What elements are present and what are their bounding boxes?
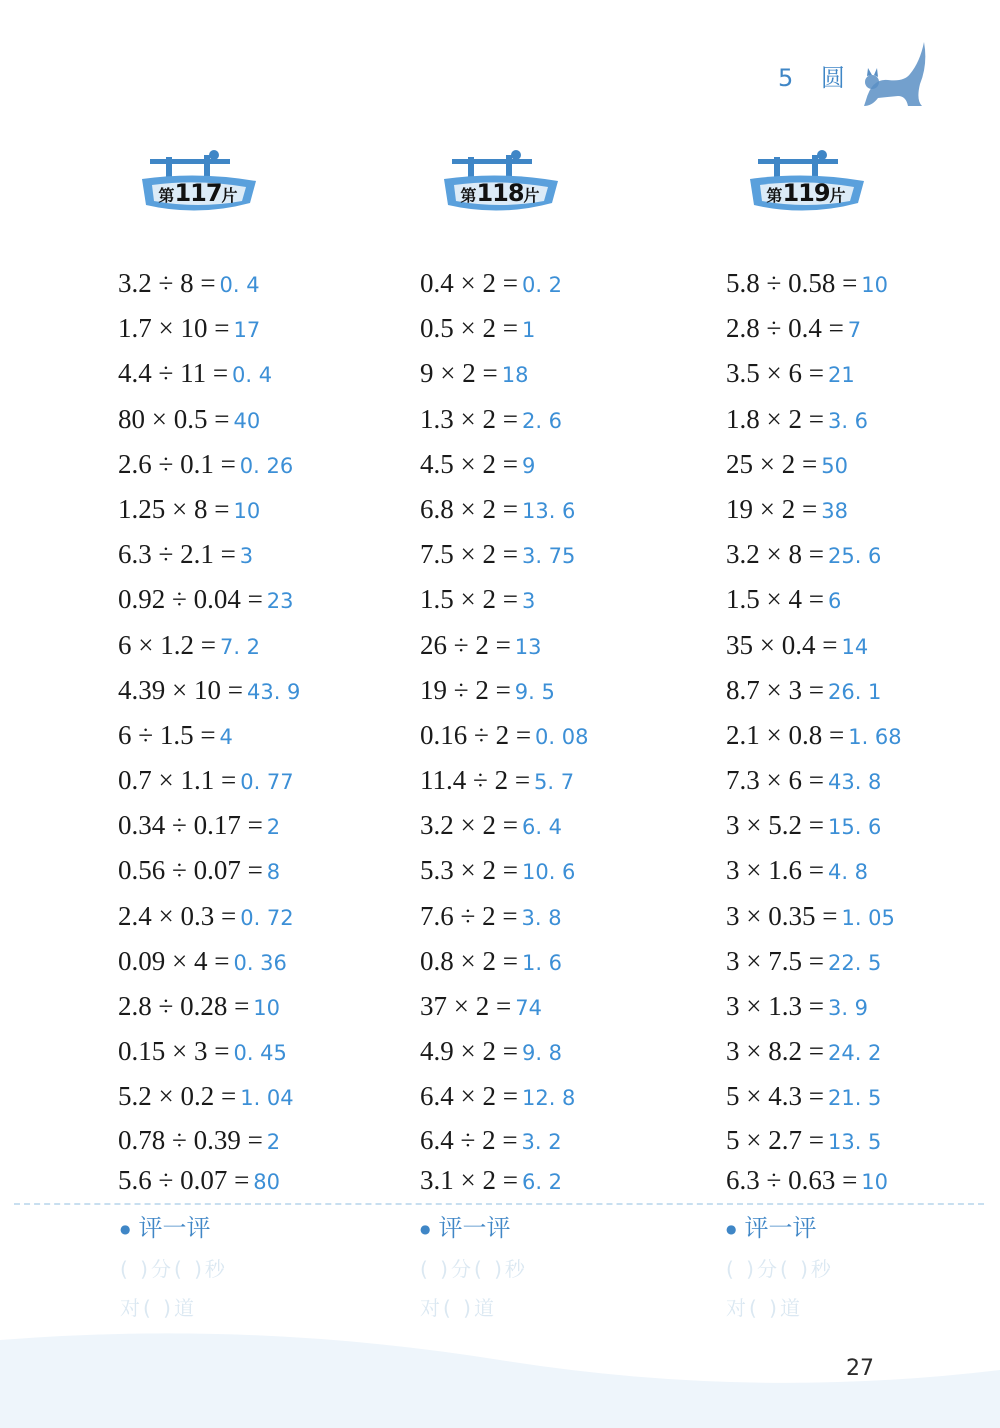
answer-text: 0. 36 (233, 950, 287, 975)
evaluation-correct-line: 对( )道 (726, 1296, 803, 1320)
answer-text: 0. 4 (219, 273, 260, 297)
exercise-row (420, 939, 720, 984)
answer-text: 21. 5 (827, 1086, 882, 1111)
exercise-row (118, 397, 418, 442)
exercise-row (726, 397, 1000, 442)
problem-text: 3 × 1.6 = (726, 855, 824, 886)
exercise-row (118, 848, 418, 893)
answer-text: 3. 2 (521, 1129, 562, 1154)
exercise-row (726, 623, 1000, 668)
exercise-row (726, 984, 1000, 1029)
answer-text: 14 (841, 634, 869, 659)
answer-text: 3. 6 (827, 408, 869, 433)
exercise-row (420, 713, 720, 758)
answer-text: 3. 9 (827, 996, 869, 1020)
header-label: 5 圆 (778, 64, 855, 92)
exercise-column-118 (420, 145, 720, 1200)
problem-text: 0.4 × 2 = (420, 268, 518, 298)
answer-text: 3 (239, 544, 254, 569)
problem-text: 3 × 5.2 = (726, 810, 824, 841)
answer-text: 17 (233, 318, 261, 343)
exercise-row (420, 1120, 720, 1160)
exercise-row (726, 894, 1000, 939)
exercise-row (726, 939, 1000, 984)
answer-text: 1 (521, 318, 536, 343)
exercise-row (420, 1029, 720, 1074)
problem-text: 3.1 × 2 = (420, 1164, 518, 1195)
problem-text: 6 × 1.2 = (118, 629, 216, 660)
answer-text: 7. 2 (219, 634, 261, 659)
problem-text: 26 ÷ 2 = (420, 629, 511, 660)
problem-text: 6.3 ÷ 0.63 = (726, 1164, 858, 1195)
answer-text: 0. 26 (239, 453, 294, 478)
answer-text: 13. 6 (521, 498, 576, 523)
exercise-row (726, 758, 1000, 803)
answer-text: 0. 45 (233, 1041, 287, 1066)
answer-text: 22. 5 (827, 950, 882, 975)
answer-text: 3. 8 (521, 905, 562, 930)
answer-text: 10 (253, 996, 281, 1020)
problem-text: 3.2 × 8 = (726, 539, 824, 570)
answer-text: 23 (266, 589, 294, 614)
exercise-row (420, 803, 720, 848)
badge-number: 118 (476, 179, 524, 207)
problem-text: 3 × 0.35 = (726, 900, 838, 931)
answer-text: 12. 8 (521, 1086, 576, 1111)
problem-text: 7.3 × 6 = (726, 765, 824, 796)
problem-text: 1.5 × 2 = (420, 584, 518, 615)
problem-text: 0.7 × 1.1 = (118, 765, 237, 796)
problem-text: 1.8 × 2 = (726, 403, 824, 434)
answer-text: 15. 6 (827, 815, 882, 840)
problem-text: 6 ÷ 1.5 = (118, 719, 216, 750)
badge-prefix: 第 (158, 186, 175, 205)
badge-number: 119 (782, 179, 830, 207)
answer-text: 1. 68 (848, 724, 902, 749)
sheet-badge (440, 145, 560, 221)
answer-text: 10. 6 (521, 860, 576, 885)
problem-text: 3 × 8.2 = (726, 1036, 824, 1067)
answer-text: 1. 05 (841, 905, 895, 930)
answer-text: 2 (266, 1129, 281, 1154)
exercise-row (118, 713, 418, 758)
problem-text: 5 × 2.7 = (726, 1124, 824, 1155)
badge-number: 117 (174, 179, 222, 207)
problem-text: 37 × 2 = (420, 991, 512, 1021)
exercise-row (420, 261, 720, 306)
problem-text: 1.5 × 4 = (726, 584, 824, 615)
answer-text: 38 (821, 498, 848, 523)
answer-text: 13. 5 (827, 1129, 882, 1154)
problem-text: 80 × 0.5 = (118, 403, 230, 434)
exercise-row (118, 1120, 418, 1160)
exercise-row (726, 803, 1000, 848)
badge-prefix: 第 (766, 186, 783, 205)
problem-text: 0.16 ÷ 2 = (420, 719, 532, 750)
answer-text: 26. 1 (827, 679, 882, 704)
answer-text: 10 (861, 273, 889, 297)
answer-text: 8 (266, 860, 281, 885)
answer-text: 10 (233, 498, 261, 523)
problem-text: 5 × 4.3 = (726, 1081, 824, 1112)
problem-text: 4.9 × 2 = (420, 1036, 518, 1067)
exercise-row (118, 668, 418, 713)
problem-text: 0.8 × 2 = (420, 945, 518, 976)
problem-text: 2.8 ÷ 0.28 = (118, 991, 250, 1021)
answer-text: 4. 8 (827, 860, 869, 885)
exercise-row (118, 984, 418, 1029)
problem-text: 3.2 × 2 = (420, 810, 518, 841)
problem-text: 3.5 × 6 = (726, 358, 824, 389)
answer-text: 9. 8 (521, 1041, 563, 1066)
exercise-row (726, 1120, 1000, 1160)
bullet-icon: ● (120, 1222, 131, 1236)
problem-text: 2.8 ÷ 0.4 = (726, 313, 844, 344)
badge-suffix: 片 (829, 186, 846, 205)
exercise-row (420, 984, 720, 1029)
problem-text: 2.1 × 0.8 = (726, 719, 845, 750)
answer-text: 1. 6 (521, 950, 563, 975)
exercise-row (118, 939, 418, 984)
evaluation-time-line: ( )分( )秒 (120, 1257, 228, 1281)
problem-text: 6.3 ÷ 2.1 = (118, 539, 236, 570)
exercise-row (726, 532, 1000, 577)
exercise-row (420, 306, 720, 351)
problem-text: 35 × 0.4 = (726, 629, 838, 660)
answer-text: 18 (501, 363, 529, 388)
evaluation-title: 评一评 (438, 1214, 511, 1242)
bullet-icon: ● (420, 1222, 431, 1236)
exercise-row (118, 532, 418, 577)
problem-text: 6.4 × 2 = (420, 1081, 518, 1112)
problem-text: 11.4 ÷ 2 = (420, 765, 531, 796)
answer-text: 5. 7 (534, 770, 575, 795)
problem-text: 0.78 ÷ 0.39 = (118, 1124, 263, 1155)
problem-text: 7.6 ÷ 2 = (420, 900, 518, 931)
evaluation-time-line: ( )分( )秒 (726, 1257, 834, 1281)
evaluation-title: 评一评 (138, 1214, 211, 1242)
exercise-list (420, 261, 720, 1200)
problem-text: 5.2 × 0.2 = (118, 1081, 237, 1112)
section-divider (14, 1203, 984, 1205)
exercise-column-119 (726, 145, 1000, 1200)
evaluation-title: 评一评 (744, 1214, 817, 1242)
answer-text: 40 (233, 408, 261, 433)
exercise-row (118, 306, 418, 351)
exercise-row (420, 351, 720, 396)
answer-text: 4 (219, 724, 233, 749)
problem-text: 19 ÷ 2 = (420, 674, 511, 705)
problem-text: 4.4 ÷ 11 = (118, 358, 229, 389)
problem-text: 19 × 2 = (726, 493, 818, 524)
exercise-row (118, 1029, 418, 1074)
exercise-row (726, 848, 1000, 893)
answer-text: 74 (515, 996, 542, 1020)
sheet-badge (746, 145, 866, 221)
answer-text: 9 (521, 453, 536, 478)
cat-icon (858, 34, 938, 110)
exercise-row (118, 261, 418, 306)
bullet-icon: ● (726, 1222, 737, 1236)
problem-text: 8.7 × 3 = (726, 674, 824, 705)
exercise-row (118, 1074, 418, 1119)
answer-text: 13 (514, 634, 542, 659)
problem-text: 3.2 ÷ 8 = (118, 268, 216, 298)
problem-text: 6.4 ÷ 2 = (420, 1124, 518, 1155)
answer-text: 10 (861, 1169, 889, 1194)
exercise-row (420, 1074, 720, 1119)
exercise-list (726, 261, 1000, 1200)
answer-text: 24. 2 (827, 1041, 882, 1066)
answer-text: 1. 04 (240, 1086, 294, 1111)
problem-text: 0.5 × 2 = (420, 313, 518, 344)
problem-text: 0.34 ÷ 0.17 = (118, 810, 263, 841)
exercise-row (726, 1074, 1000, 1119)
exercise-row (118, 623, 418, 668)
answer-text: 43. 8 (827, 770, 882, 795)
exercise-row (420, 623, 720, 668)
problem-text: 4.39 × 10 = (118, 674, 243, 705)
problem-text: 7.5 × 2 = (420, 539, 518, 570)
badge-prefix: 第 (460, 186, 477, 205)
exercise-row (420, 1160, 720, 1200)
answer-text: 3 (521, 589, 536, 614)
exercise-list (118, 261, 418, 1200)
exercise-row (118, 487, 418, 532)
answer-text: 80 (253, 1169, 281, 1194)
problem-text: 5.8 ÷ 0.58 = (726, 268, 858, 298)
problem-text: 3 × 7.5 = (726, 945, 824, 976)
problem-text: 5.6 ÷ 0.07 = (118, 1164, 250, 1195)
exercise-row (726, 487, 1000, 532)
badge-suffix: 片 (523, 186, 540, 205)
exercise-row (726, 713, 1000, 758)
exercise-row (726, 351, 1000, 396)
answer-text: 2. 6 (521, 408, 563, 433)
problem-text: 0.92 ÷ 0.04 = (118, 584, 263, 615)
exercise-row (726, 442, 1000, 487)
badge-suffix: 片 (221, 186, 238, 205)
problem-text: 2.6 ÷ 0.1 = (118, 448, 236, 479)
problem-text: 1.3 × 2 = (420, 403, 518, 434)
exercise-column-117 (118, 145, 418, 1200)
problem-text: 1.7 × 10 = (118, 313, 230, 344)
problem-text: 4.5 × 2 = (420, 448, 518, 479)
exercise-row (420, 894, 720, 939)
answer-text: 0. 2 (521, 273, 563, 297)
answer-text: 9. 5 (514, 679, 555, 704)
problem-text: 9 × 2 = (420, 358, 498, 389)
exercise-row (420, 532, 720, 577)
problem-text: 0.09 × 4 = (118, 945, 230, 976)
page-number: 27 (846, 1356, 874, 1381)
answer-text: 0. 72 (240, 905, 294, 930)
answer-text: 50 (821, 453, 848, 478)
exercise-row (118, 758, 418, 803)
answer-text: 0. 08 (535, 724, 589, 749)
exercise-row (726, 668, 1000, 713)
problem-text: 3 × 1.3 = (726, 991, 824, 1021)
evaluation-correct-line: 对( )道 (120, 1296, 197, 1320)
exercise-row (118, 894, 418, 939)
exercise-row (726, 306, 1000, 351)
exercise-row (118, 803, 418, 848)
exercise-row (420, 577, 720, 622)
problem-text: 6.8 × 2 = (420, 493, 518, 524)
answer-text: 25. 6 (827, 544, 882, 569)
answer-text: 6. 4 (521, 815, 563, 840)
exercise-row (726, 261, 1000, 306)
exercise-row (420, 848, 720, 893)
answer-text: 43. 9 (246, 679, 301, 704)
answer-text: 0. 4 (232, 363, 273, 388)
answer-text: 2 (266, 815, 281, 840)
evaluation-time-line: ( )分( )秒 (420, 1257, 528, 1281)
exercise-row (726, 1160, 1000, 1200)
sheet-badge (138, 145, 258, 221)
problem-text: 0.56 ÷ 0.07 = (118, 855, 263, 886)
answer-text: 7 (847, 318, 862, 343)
problem-text: 5.3 × 2 = (420, 855, 518, 886)
exercise-row (118, 1160, 418, 1200)
exercise-row (726, 577, 1000, 622)
answer-text: 0. 77 (240, 770, 294, 795)
problem-text: 2.4 × 0.3 = (118, 900, 237, 931)
exercise-row (420, 758, 720, 803)
exercise-row (420, 668, 720, 713)
answer-text: 6. 2 (521, 1169, 563, 1194)
exercise-row (118, 351, 418, 396)
answer-text: 3. 75 (521, 544, 576, 569)
exercise-row (420, 487, 720, 532)
exercise-row (118, 442, 418, 487)
exercise-row (118, 577, 418, 622)
problem-text: 1.25 × 8 = (118, 493, 230, 524)
exercise-row (420, 397, 720, 442)
answer-text: 6 (827, 589, 842, 614)
answer-text: 21 (827, 363, 855, 388)
problem-text: 25 × 2 = (726, 448, 818, 479)
problem-text: 0.15 × 3 = (118, 1036, 230, 1067)
exercise-row (420, 442, 720, 487)
exercise-row (726, 1029, 1000, 1074)
evaluation-correct-line: 对( )道 (420, 1296, 497, 1320)
